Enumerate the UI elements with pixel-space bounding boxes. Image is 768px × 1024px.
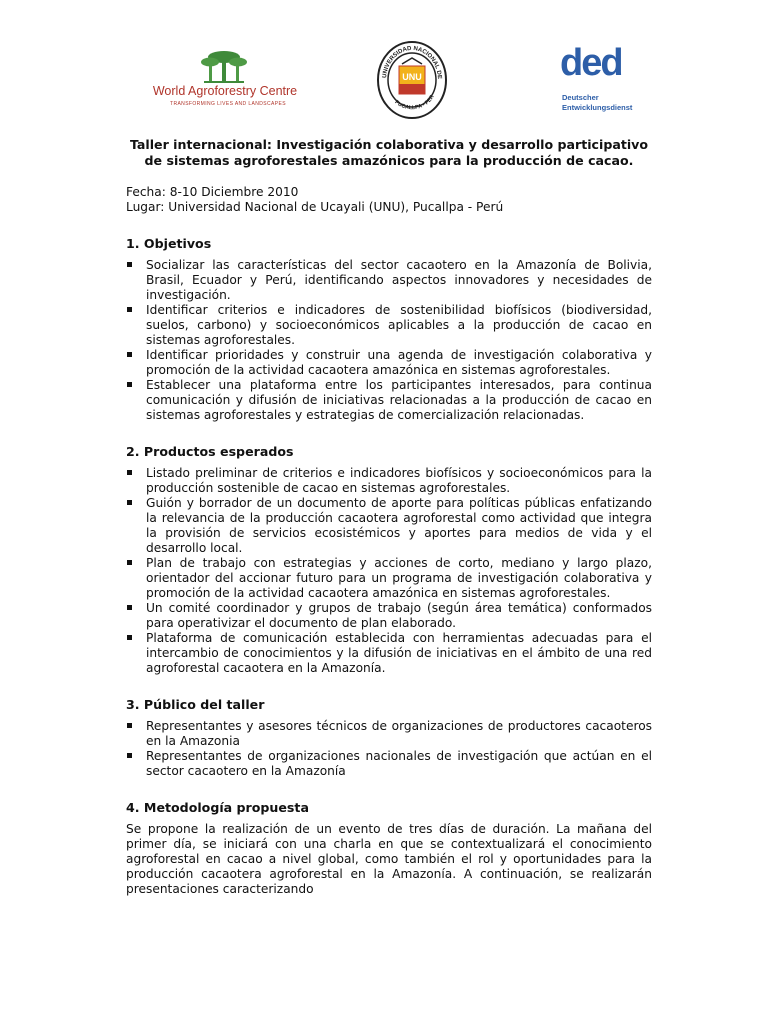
bullet-icon — [127, 753, 132, 758]
list-item: Establecer una plataforma entre los participantes interesados, para continua comunicación y difusión de iniciativas relacionadas a la producción de cacao en sistemas agroforestales y estrategias de comercialización relacionadas. — [126, 378, 652, 423]
productos-list — [126, 466, 652, 676]
metodologia-paragraph: Se propone la realización de un evento de tres días de duración. La mañana del primer día, se iniciará con una charla en que se contextualizará el conocimiento agroforestal en cacao a nivel global, como también el rol y oportunidades para la producción cacaotera agroforestal en la Amazonía. A continuación, se realizarán presentaciones caracterizando — [126, 822, 652, 896]
list-item: Listado preliminar de criterios e indicadores biofísicos y socioeconómicos para la producción sostenible de cacao en sistemas agroforestales. — [126, 466, 652, 496]
ded-logo — [560, 42, 650, 112]
bullet-icon — [127, 262, 132, 267]
list-item: Representantes y asesores técnicos de organizaciones de productores cacaoteros en la Amazonia — [126, 719, 652, 749]
unu-seal-logo — [376, 40, 448, 120]
list-item: Representantes de organizaciones nacionales de investigación que actúan en el sector cacaotero en la Amazonía — [126, 749, 652, 779]
list-item: Identificar criterios e indicadores de sostenibilidad biofísicos (biodiversidad, suelos, carbono) y socioeconómicos aplicables a la producción de cacao en sistemas agroforestales. — [126, 303, 652, 348]
bullet-icon — [127, 382, 132, 387]
ded-mark: ded — [560, 42, 622, 84]
document-title: Taller internacional: Investigación colaborativa y desarrollo participativo de sistemas agroforestales amazónicos para la producción de cacao. — [129, 137, 649, 168]
list-item: Un comité coordinador y grupos de trabajo (según área temática) conformados para operativizar el documento de plan elaborado. — [126, 601, 652, 631]
waf-name: World Agroforestry Centre — [152, 84, 298, 98]
bullet-icon — [127, 500, 132, 505]
unu-seal-icon — [376, 40, 448, 120]
document-body — [126, 137, 652, 897]
world-agroforestry-logo — [140, 48, 310, 108]
section-heading-publico: 3. Público del taller — [126, 697, 265, 712]
event-date: Fecha: 8-10 Diciembre 2010 — [126, 185, 299, 199]
section-heading-metodologia: 4. Metodología propuesta — [126, 800, 309, 815]
ded-line1: Deutscher — [562, 93, 599, 102]
ded-line2: Entwicklungsdienst — [562, 103, 633, 112]
waf-tagline: TRANSFORMING LIVES AND LANDSCAPES — [169, 101, 286, 107]
bullet-icon — [127, 560, 132, 565]
section-heading-productos: 2. Productos esperados — [126, 444, 294, 459]
svg-text:UNIVERSIDAD NACIONAL DE UCAYAL: UNIVERSIDAD NACIONAL DE — [382, 45, 443, 80]
list-item: Identificar prioridades y construir una agenda de investigación colaborativa y promoción de la actividad cacaotera amazónica en sistemas agroforestales. — [126, 348, 652, 378]
list-item: Plataforma de comunicación establecida con herramientas adecuadas para el intercambio de conocimientos y la difusión de iniciativas en el ámbito de una red agroforestal cacaotera en la Amazonía. — [126, 631, 652, 676]
svg-text:UNU: UNU — [402, 72, 422, 82]
list-item: Plan de trabajo con estrategias y acciones de corto, mediano y largo plazo, orientador del accionar futuro para un programa de investigación colaborativa y promoción de la actividad cacaotera amazónica en sistemas agroforestales. — [126, 556, 652, 601]
bullet-icon — [127, 723, 132, 728]
bullet-icon — [127, 635, 132, 640]
event-place: Lugar: Universidad Nacional de Ucayali (UNU), Pucallpa - Perú — [126, 200, 504, 214]
bullet-icon — [127, 605, 132, 610]
bullet-icon — [127, 307, 132, 312]
objetivos-list — [126, 258, 652, 423]
publico-list — [126, 719, 652, 779]
list-item: Guión y borrador de un documento de aporte para políticas públicas enfatizando la relevancia de la producción cacaotera agroforestal como actividad que integra la provisión de servicios ecosistémicos y aportes para medios de vida y el desarrollo local. — [126, 496, 652, 556]
list-item: Socializar las características del sector cacaotero en la Amazonía de Bolivia, Brasil, Ecuador y Perú, identificando aspectos innovadores y necesidades de investigación. — [126, 258, 652, 303]
bullet-icon — [127, 470, 132, 475]
tree-icon — [196, 48, 252, 84]
bullet-icon — [127, 352, 132, 357]
event-meta — [126, 185, 652, 215]
logo-header — [0, 40, 768, 120]
svg-text:PUCALLPA - PERÚ: PUCALLPA - PER — [393, 94, 436, 112]
section-heading-objetivos: 1. Objetivos — [126, 236, 212, 251]
